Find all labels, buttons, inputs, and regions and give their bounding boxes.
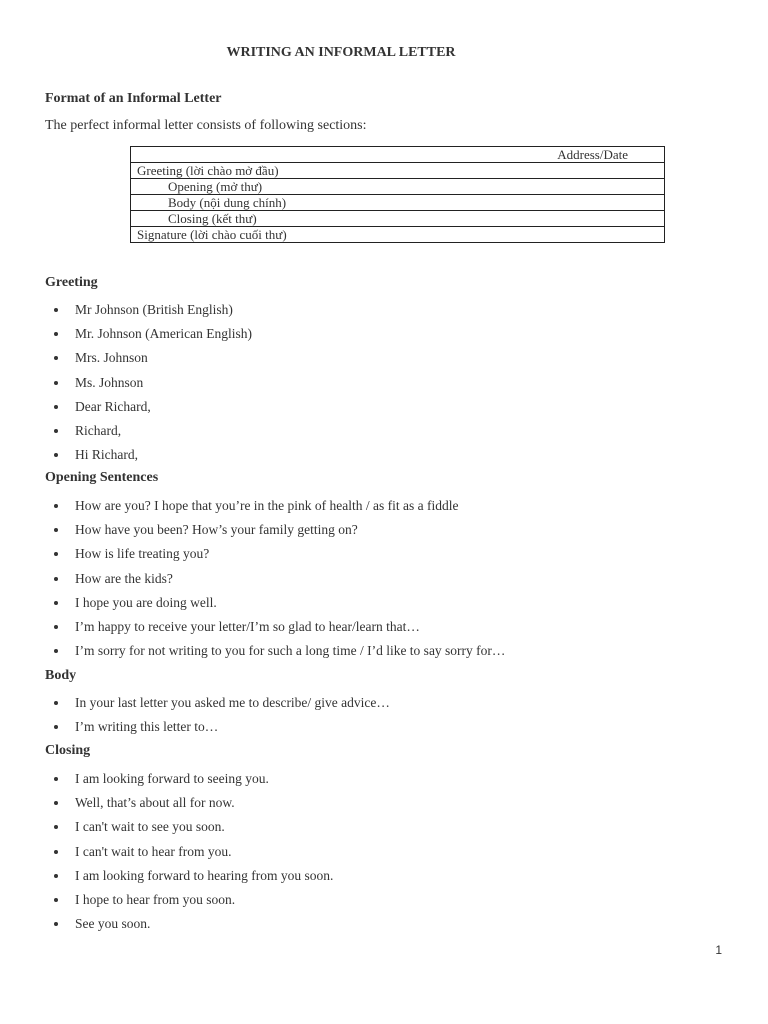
list-item-text: Richard, [75,422,122,438]
bullet-icon [54,504,58,508]
list-item-text: Dear Richard, [75,398,151,414]
list-item [45,374,252,398]
list-item [45,325,252,349]
bullet-icon [54,405,58,409]
body-heading: Body [45,668,77,683]
list-item [45,867,333,891]
table-row [131,163,665,179]
greeting-list [45,301,252,470]
bullet-icon [54,308,58,312]
bullet-icon [54,825,58,829]
list-item-text: How is life treating you? [75,546,210,562]
list-item-text: How are you? I hope that you’re in the pink of health / as fit as a fiddle [75,498,459,513]
list-item-text: Mr. Johnson (American English) [75,326,252,342]
body-list [45,694,390,742]
list-item [45,915,333,939]
closing-heading: Closing [45,743,91,758]
list-item [45,843,333,867]
greeting-heading: Greeting [45,275,98,290]
page-number: 1 [715,943,722,957]
list-item-text: How have you been? How’s your family getting on? [75,522,358,538]
list-item [45,422,252,446]
format-intro: The perfect informal letter consists of following sections: [45,118,367,133]
table-cell-body: Body (nội dung chính) [131,195,665,211]
closing-list [45,770,333,939]
bullet-icon [54,332,58,336]
format-heading: Format of an Informal Letter [45,91,222,106]
table-row [131,147,665,163]
list-item [45,818,333,842]
table-cell-greeting: Greeting (lời chào mở đầu) [131,163,665,179]
document-title: WRITING AN INFORMAL LETTER [226,45,456,60]
list-item [45,398,252,422]
bullet-icon [54,381,58,385]
list-item [45,891,333,915]
bullet-icon [54,552,58,556]
list-item-text: Well, that’s about all for now. [75,795,235,811]
list-item [45,594,505,618]
list-item-text: I hope to hear from you soon. [75,891,236,907]
table-cell-opening: Opening (mở thư) [131,179,665,195]
list-item-text: Mr Johnson (British English) [75,302,233,317]
bullet-icon [54,922,58,926]
list-item [45,301,252,325]
list-item-text: Hi Richard, [75,447,138,463]
bullet-icon [54,898,58,902]
opening-heading: Opening Sentences [45,470,159,485]
list-item-text: Ms. Johnson [75,374,144,390]
table-cell-address-date: Address/Date [131,147,665,163]
table-row [131,211,665,227]
opening-list [45,497,505,666]
list-item [45,718,390,742]
list-item-text: I’m sorry for not writing to you for such a long time / I’d like to say sorry for… [75,643,506,659]
bullet-icon [54,528,58,532]
bullet-icon [54,701,58,705]
list-item [45,694,390,718]
list-item-text: How are the kids? [75,570,173,586]
list-item-text: I hope you are doing well. [75,594,217,610]
bullet-icon [54,725,58,729]
list-item [45,446,252,470]
bullet-icon [54,453,58,457]
list-item [45,642,505,666]
table-row [131,179,665,195]
list-item-text: I can't wait to see you soon. [75,819,225,835]
bullet-icon [54,850,58,854]
table-row [131,195,665,211]
list-item [45,521,505,545]
list-item [45,770,333,794]
bullet-icon [54,356,58,360]
list-item-text: I can't wait to hear from you. [75,843,232,859]
bullet-icon [54,801,58,805]
bullet-icon [54,874,58,878]
list-item-text: I am looking forward to hearing from you soon. [75,867,334,883]
format-table [130,146,665,243]
list-item [45,570,505,594]
bullet-icon [54,577,58,581]
bullet-icon [54,429,58,433]
bullet-icon [54,625,58,629]
list-item [45,794,333,818]
table-cell-closing: Closing (kết thư) [131,211,665,227]
table-cell-signature: Signature (lời chào cuối thư) [131,227,665,243]
table-row [131,227,665,243]
list-item [45,618,505,642]
list-item-text: See you soon. [75,916,151,932]
list-item-text: I’m happy to receive your letter/I’m so glad to hear/learn that… [75,618,420,634]
list-item [45,497,505,521]
bullet-icon [54,777,58,781]
list-item [45,545,505,569]
list-item-text: In your last letter you asked me to describe/ give advice… [75,695,390,710]
bullet-icon [54,601,58,605]
list-item-text: I’m writing this letter to… [75,719,219,735]
list-item-text: I am looking forward to seeing you. [75,771,269,786]
list-item-text: Mrs. Johnson [75,350,148,366]
bullet-icon [54,649,58,653]
list-item [45,349,252,373]
